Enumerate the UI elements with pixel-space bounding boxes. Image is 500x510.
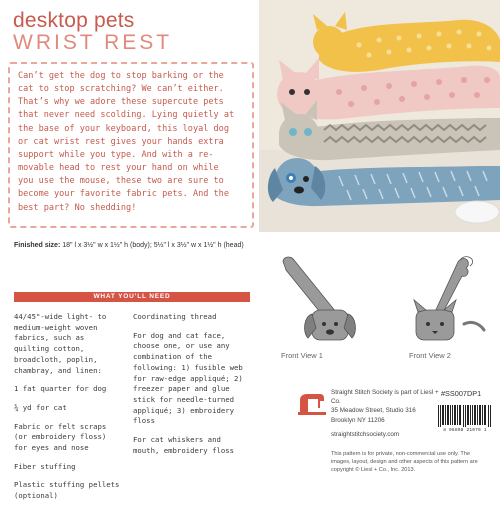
front-view-2-label: Front View 2 — [409, 351, 451, 360]
front-view-1-illustration — [276, 254, 362, 354]
publisher-website: straightstitchsociety.com — [331, 431, 400, 438]
finished-size-text: 18" l x 3½" w x 1½" h (body); 5½" l x 3½" w x 1½" h (head) — [60, 242, 244, 249]
front-view-1-label: Front View 1 — [281, 351, 323, 360]
barcode-image — [437, 405, 492, 427]
materials-item: For cat whiskers and mouth, embroidery floss — [133, 435, 235, 455]
finished-size — [14, 240, 250, 252]
publisher-line-3: Brooklyn NY 11206 — [331, 416, 385, 424]
publisher-address — [331, 388, 441, 425]
product-photo — [259, 0, 500, 232]
finished-size-label: Finished size: — [14, 242, 61, 249]
materials-item: 44/45"-wide light- to medium-weight woven fabrics, such as quilting cotton, broadcloth, poplin, chambray, and linen: — [14, 312, 107, 375]
materials-column-1 — [14, 312, 122, 510]
barcode-number: 8 96808 21070 1 — [443, 428, 487, 433]
pattern-title: desktop pets — [13, 9, 135, 32]
front-view-2-illustration — [400, 254, 490, 354]
pattern-subtitle: WRIST REST — [13, 31, 173, 54]
materials-item: Coordinating thread — [133, 312, 217, 321]
materials-item: Fiber stuffing — [14, 461, 76, 471]
materials-item: Fabric or felt scraps (or embroidery floss) for eyes and nose — [14, 421, 107, 453]
sewing-machine-logo-icon — [298, 392, 326, 416]
publisher-line-1: Straight Stitch Society is part of Liesl + Co. — [331, 389, 439, 406]
publisher-line-2: 35 Meadow Street, Studio 316 — [331, 407, 416, 415]
materials-item: For dog and cat face, choose one, or use any combination of the following: 1) fusible web for raw-edge appliqué; 2) freezer paper and glue stick for needle-turned appliqué; 3) embroidery floss — [133, 330, 243, 426]
materials-item: 1 fat quarter for dog — [14, 384, 107, 394]
intro-description: Can’t get the dog to stop barking or the cat to stop scratching? We can’t either. That’s why we adore these supercute pets that never need scolding. Lying quietly at the base of your keyboard, this loyal dog or cat wrist rest gives your hands extra support while you type. And with a re- movable head to rest your hand on while you use the mouse, these two are sure to become your favorite fabric pets. And the best part? No shedding! — [18, 71, 235, 213]
pattern-sku: #SS007DP1 — [441, 389, 482, 398]
materials-column-2 — [133, 312, 251, 464]
what-you-need-title: WHAT YOU’LL NEED — [93, 293, 171, 300]
copyright-notice: This pattern is for private, non-commercial use only. The images, layout, design and other aspects of this pattern are copyright © Liesl + Co., Inc. 2013. — [331, 451, 478, 474]
materials-item: Plastic stuffing pellets (optional) — [14, 480, 120, 501]
materials-item: ¾ yd for cat — [14, 402, 67, 412]
